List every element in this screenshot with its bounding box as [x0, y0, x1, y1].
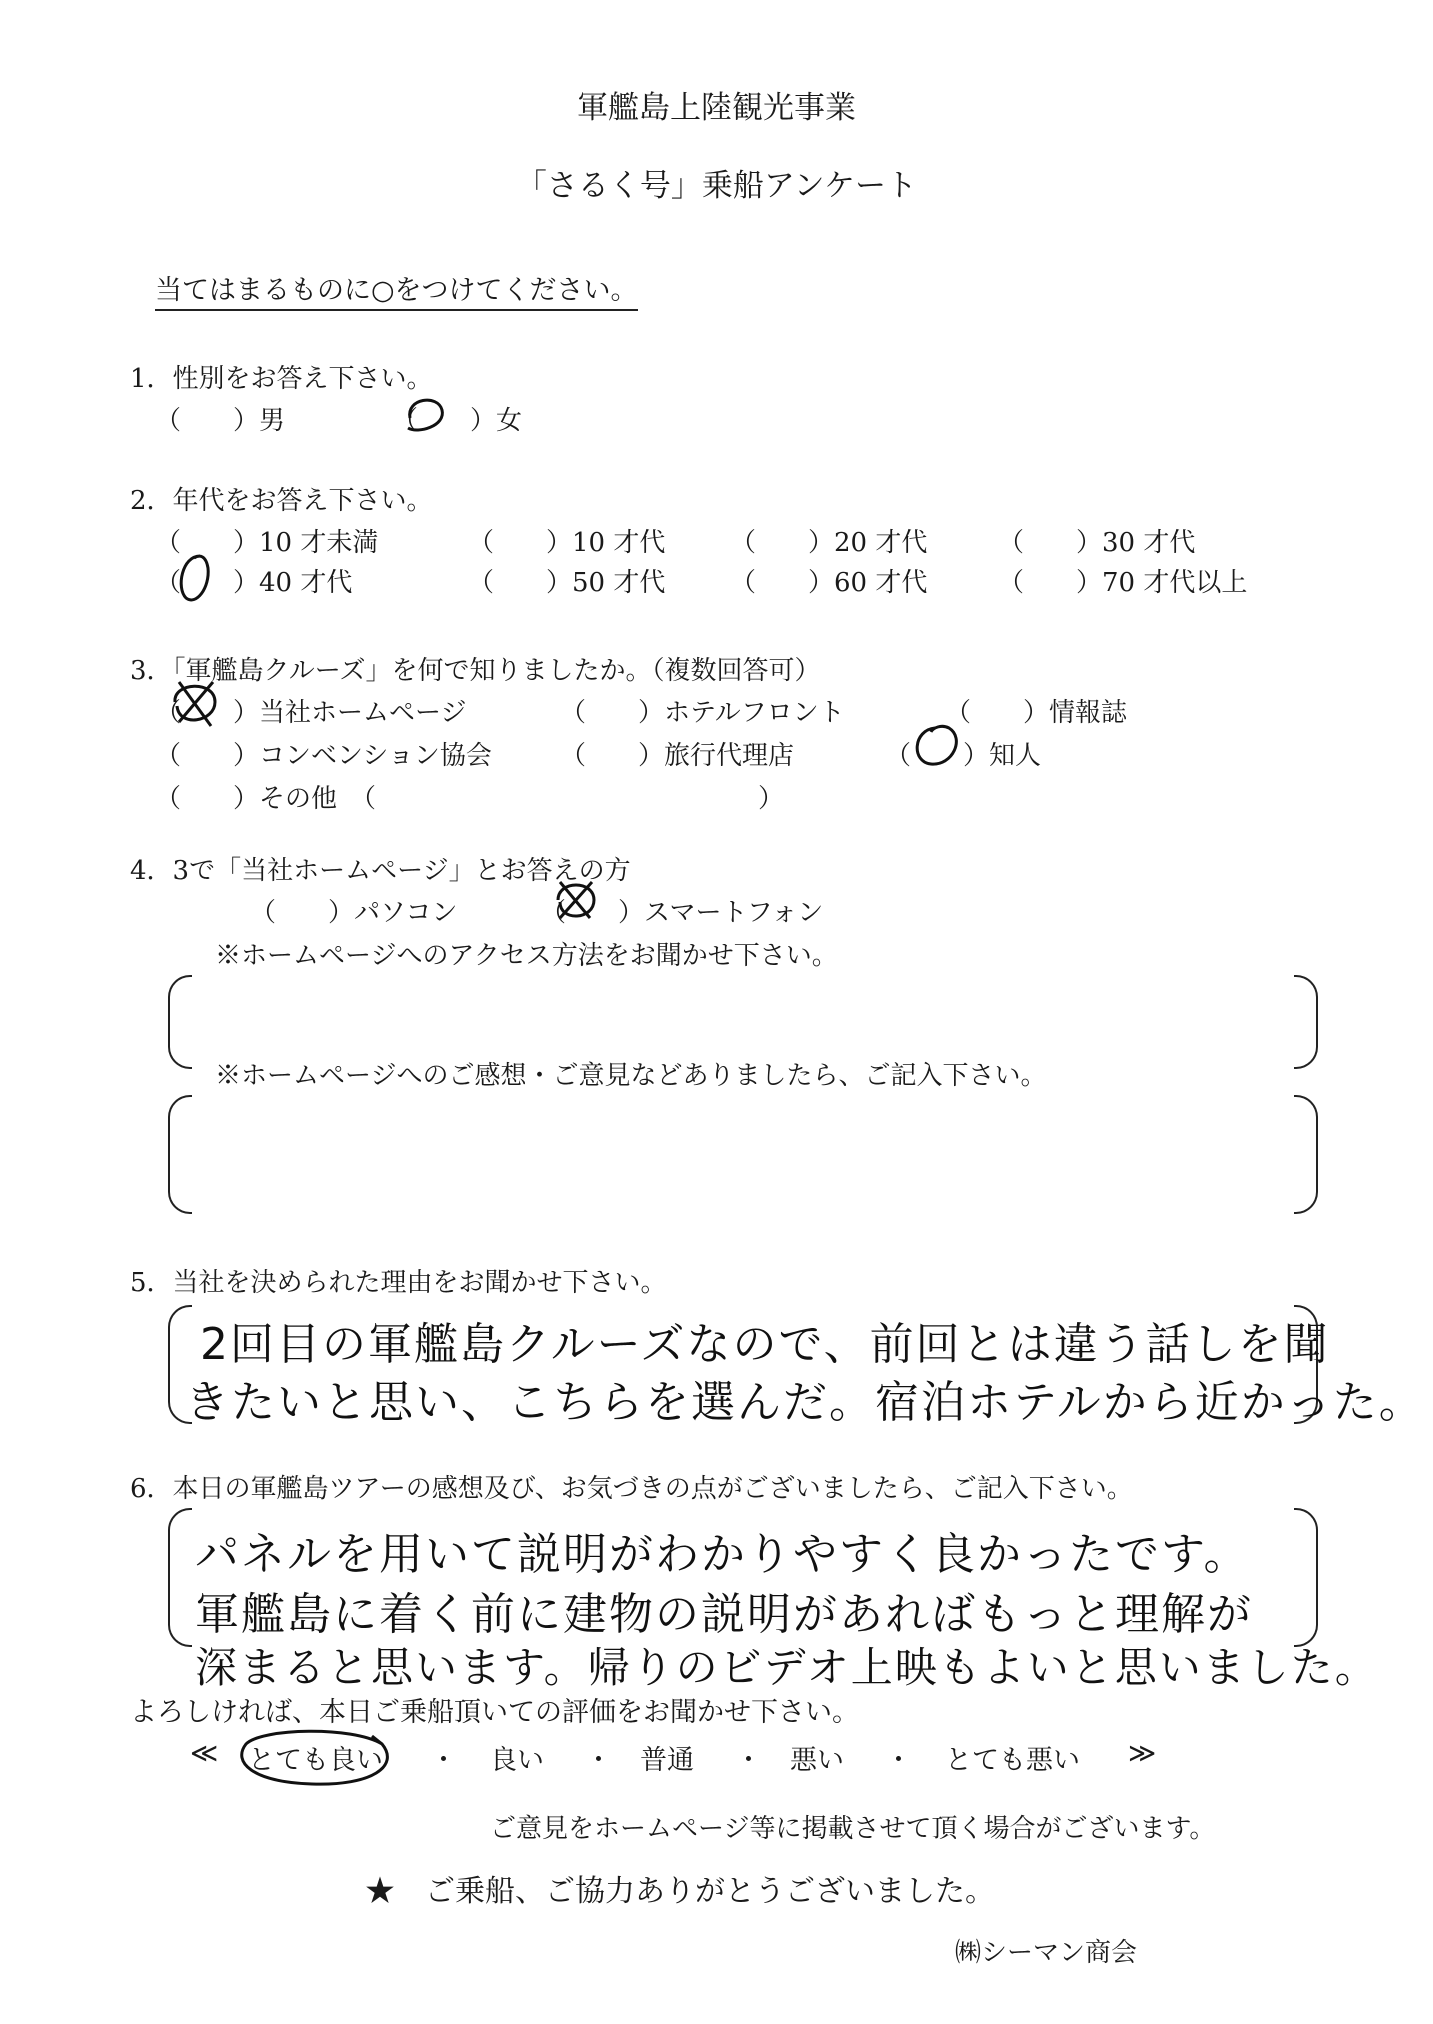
q3-option-convention[interactable]: （ ）コンベンション協会 [155, 741, 492, 771]
rating-prompt: よろしければ、本日ご乗船頂いての評価をお聞かせ下さい。 [130, 1697, 859, 1728]
q6-answer-line-3: 深まると思います。帰りのビデオ上映もよいと思いました。 [195, 1643, 1379, 1692]
q6-answer-line-1: パネルを用いて説明がわかりやすく良かったです。 [195, 1529, 1250, 1580]
q2-question: 2．年代をお答え下さい。 [130, 486, 433, 516]
rating-separator: ・ [885, 1745, 912, 1776]
q5-answer-line-2: きたいと思い、こちらを選んだ。宿泊ホテルから近かった。 [185, 1377, 1425, 1428]
rating-separator: ・ [735, 1745, 762, 1776]
q4-option-smartphone[interactable]: （ ）スマートフォン [540, 898, 824, 928]
q4-impression-prompt: ※ホームページへのご感想・ご意見などありましたら、ご記入下さい。 [215, 1061, 1047, 1091]
rating-option-good[interactable]: 良い [490, 1745, 544, 1776]
rating-separator: ・ [430, 1745, 457, 1776]
q3-option-travel-agency[interactable]: （ ）旅行代理店 [560, 741, 795, 771]
q1-selected-circle [398, 388, 452, 440]
q4-access-answer-box-right [1294, 975, 1318, 1069]
survey-title: 軍艦島上陸観光事業 [577, 90, 856, 126]
survey-subtitle: 「さるく号」乗船アンケート [515, 168, 918, 204]
q4-smartphone-check-mark [548, 872, 604, 928]
q2-option-30s[interactable]: （ ）30 才代 [998, 528, 1196, 558]
q6-answer-line-2: 軍艦島に着く前に建物の説明があればもっと理解が [195, 1589, 1253, 1640]
q4-impression-answer-box-left [168, 1095, 192, 1214]
q6-answer-box-right [1294, 1508, 1318, 1647]
q3-option-other[interactable]: （ ）その他 （ [155, 784, 377, 814]
q6-question: 6．本日の軍艦島ツアーの感想及び、お気づきの点がございましたら、ご記入下さい。 [130, 1474, 1133, 1504]
rating-close-bracket: ≫ [1128, 1738, 1157, 1769]
q2-option-40s[interactable]: （ ）40 才代 [155, 568, 353, 598]
q2-option-60s[interactable]: （ ）60 才代 [730, 568, 928, 598]
q2-option-50s[interactable]: （ ）50 才代 [468, 568, 666, 598]
rating-option-very-bad[interactable]: とても悪い [945, 1745, 1080, 1776]
q4-impression-answer-box-right [1294, 1095, 1318, 1214]
rating-selected-circle [232, 1722, 402, 1792]
q2-option-70plus[interactable]: （ ）70 才代以上 [998, 568, 1248, 598]
company-name: ㈱シーマン商会 [955, 1938, 1138, 1968]
rating-option-normal[interactable]: 普通 [640, 1745, 694, 1776]
q3-acquaintance-circle [905, 718, 971, 772]
q4-access-answer-box-left [168, 975, 192, 1069]
q3-option-magazine[interactable]: （ ）情報誌 [945, 698, 1128, 728]
q3-option-homepage[interactable]: （ ）当社ホームページ [155, 698, 467, 728]
q2-option-10s[interactable]: （ ）10 才代 [468, 528, 666, 558]
q1-option-male[interactable]: （ ）男 [155, 406, 286, 436]
q4-option-pc[interactable]: （ ）パソコン [250, 898, 458, 928]
q3-option-acquaintance[interactable]: （ ）知人 [885, 741, 1042, 771]
q4-question: 4．3で「当社ホームページ」とお答えの方 [130, 856, 631, 886]
q2-option-20s[interactable]: （ ）20 才代 [730, 528, 928, 558]
q3-homepage-check-mark [165, 672, 225, 736]
rating-option-very-good[interactable]: とても良い [248, 1745, 383, 1776]
instruction-text: 当てはまるものに○をつけてください。 [155, 268, 638, 311]
q1-question: 1．性別をお答え下さい。 [130, 364, 433, 394]
q5-question: 5．当社を決められた理由をお聞かせ下さい。 [130, 1268, 667, 1298]
thank-you-message: ★ ご乗船、ご協力ありがとうございました。 [365, 1874, 995, 1909]
rating-open-bracket: ≪ [190, 1738, 219, 1769]
q3-option-hotel-front[interactable]: （ ）ホテルフロント [560, 698, 845, 728]
publication-note: ご意見をホームページ等に掲載させて頂く場合がございます。 [490, 1814, 1216, 1844]
q5-answer-line-1: 2回目の軍艦島クルーズなので、前回とは違う話しを聞 [200, 1319, 1330, 1370]
q2-selected-circle [170, 548, 220, 608]
q3-other-close-paren: ） [758, 784, 785, 814]
rating-separator: ・ [585, 1745, 612, 1776]
q1-option-female[interactable]: （ ）女 [392, 406, 523, 436]
q4-access-method-prompt: ※ホームページへのアクセス方法をお聞かせ下さい。 [215, 941, 838, 971]
q3-question: 3．「軍艦島クルーズ」を何で知りましたか。（複数回答可） [130, 656, 821, 686]
q6-answer-box-left [168, 1508, 192, 1647]
rating-option-bad[interactable]: 悪い [790, 1745, 844, 1776]
q2-option-under10[interactable]: （ ）10 才未満 [155, 528, 379, 558]
